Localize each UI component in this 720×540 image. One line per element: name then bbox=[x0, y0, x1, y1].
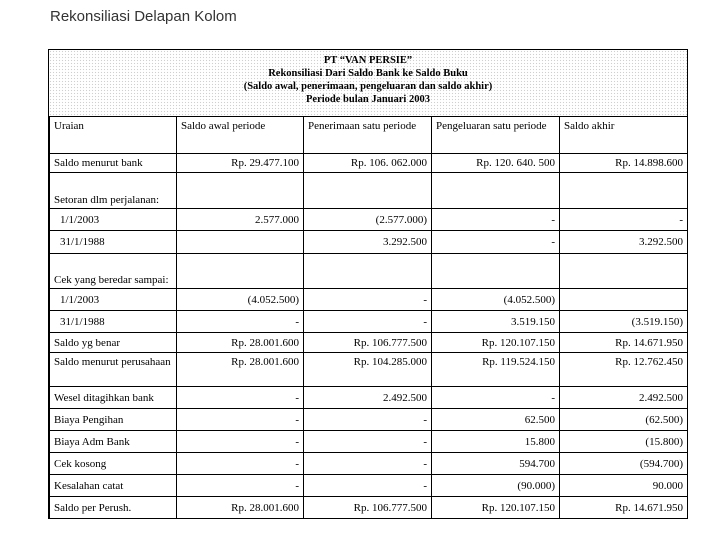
column-header: Saldo akhir bbox=[560, 117, 688, 154]
table-row bbox=[50, 475, 688, 497]
table-cell: - bbox=[304, 409, 432, 431]
table-cell: 90.000 bbox=[560, 475, 688, 497]
table-cell: - bbox=[304, 453, 432, 475]
table-row bbox=[50, 289, 688, 311]
row-label: 1/1/2003 bbox=[50, 209, 177, 231]
table-cell: Rp. 12.762.450 bbox=[560, 353, 688, 387]
table-cell bbox=[560, 254, 688, 289]
table-cell: - bbox=[432, 231, 560, 254]
row-label: Cek yang beredar sampai: bbox=[50, 254, 177, 289]
reconciliation-document bbox=[48, 49, 688, 519]
report-subtitle: (Saldo awal, penerimaan, pengeluaran dan saldo akhir) bbox=[243, 81, 493, 92]
table-cell: Rp. 106.777.500 bbox=[304, 333, 432, 353]
slide-title: Rekonsiliasi Delapan Kolom bbox=[50, 8, 237, 25]
table-row bbox=[50, 231, 688, 254]
row-label: 1/1/2003 bbox=[50, 289, 177, 311]
report-title: Rekonsiliasi Dari Saldo Bank ke Saldo Buku bbox=[268, 68, 468, 79]
table-cell: - bbox=[432, 209, 560, 231]
row-label: Kesalahan catat bbox=[50, 475, 177, 497]
table-row bbox=[50, 387, 688, 409]
table-row bbox=[50, 431, 688, 453]
table-cell: Rp. 104.285.000 bbox=[304, 353, 432, 387]
table-cell: - bbox=[304, 311, 432, 333]
table-cell: (62.500) bbox=[560, 409, 688, 431]
table-cell: 2.492.500 bbox=[304, 387, 432, 409]
table-cell: 3.292.500 bbox=[560, 231, 688, 254]
row-label: Setoran dlm perjalanan: bbox=[50, 173, 177, 209]
table-row bbox=[50, 353, 688, 387]
row-label: Saldo menurut bank bbox=[50, 154, 177, 173]
table-cell bbox=[560, 289, 688, 311]
column-header: Pengeluaran satu periode bbox=[432, 117, 560, 154]
table-cell: Rp. 14.671.950 bbox=[560, 333, 688, 353]
table-row bbox=[50, 209, 688, 231]
row-label: Biaya Adm Bank bbox=[50, 431, 177, 453]
table-cell bbox=[432, 173, 560, 209]
column-header: Uraian bbox=[50, 117, 177, 154]
table-cell bbox=[177, 254, 304, 289]
table-row bbox=[50, 173, 688, 209]
table-cell: Rp. 119.524.150 bbox=[432, 353, 560, 387]
table-cell: 3.519.150 bbox=[432, 311, 560, 333]
reconciliation-table bbox=[49, 116, 688, 519]
table-cell: (2.577.000) bbox=[304, 209, 432, 231]
table-row bbox=[50, 497, 688, 519]
table-cell: (15.800) bbox=[560, 431, 688, 453]
table-cell: Rp. 106.777.500 bbox=[304, 497, 432, 519]
company-name: PT “VAN PERSIE” bbox=[323, 55, 413, 66]
table-row bbox=[50, 311, 688, 333]
table-cell bbox=[432, 254, 560, 289]
table-cell bbox=[304, 254, 432, 289]
report-header bbox=[49, 50, 687, 116]
table-cell: (594.700) bbox=[560, 453, 688, 475]
table-cell: Rp. 29.477.100 bbox=[177, 154, 304, 173]
table-cell: Rp. 14.671.950 bbox=[560, 497, 688, 519]
table-cell: 594.700 bbox=[432, 453, 560, 475]
table-cell: Rp. 14.898.600 bbox=[560, 154, 688, 173]
row-label: Wesel ditagihkan bank bbox=[50, 387, 177, 409]
table-cell: Rp. 120. 640. 500 bbox=[432, 154, 560, 173]
table-cell: - bbox=[304, 431, 432, 453]
row-label: Saldo yg benar bbox=[50, 333, 177, 353]
table-cell bbox=[304, 173, 432, 209]
table-row bbox=[50, 333, 688, 353]
table-cell: 15.800 bbox=[432, 431, 560, 453]
table-cell: - bbox=[177, 409, 304, 431]
table-cell: - bbox=[432, 387, 560, 409]
table-cell: Rp. 28.001.600 bbox=[177, 333, 304, 353]
column-header: Penerimaan satu periode bbox=[304, 117, 432, 154]
table-cell: 2.577.000 bbox=[177, 209, 304, 231]
column-header-row bbox=[50, 117, 688, 154]
table-cell: - bbox=[177, 453, 304, 475]
table-cell: - bbox=[177, 431, 304, 453]
table-cell: - bbox=[560, 209, 688, 231]
table-cell: - bbox=[304, 475, 432, 497]
table-cell: Rp. 28.001.600 bbox=[177, 497, 304, 519]
table-row bbox=[50, 254, 688, 289]
table-cell: Rp. 120.107.150 bbox=[432, 497, 560, 519]
row-label: Saldo per Perush. bbox=[50, 497, 177, 519]
row-label: Biaya Pengihan bbox=[50, 409, 177, 431]
table-cell: Rp. 120.107.150 bbox=[432, 333, 560, 353]
table-cell: - bbox=[177, 311, 304, 333]
row-label: Saldo menurut perusahaan bbox=[50, 353, 177, 387]
table-cell: - bbox=[304, 289, 432, 311]
report-period: Periode bulan Januari 2003 bbox=[306, 94, 430, 105]
table-row bbox=[50, 453, 688, 475]
table-cell: (4.052.500) bbox=[432, 289, 560, 311]
table-cell: 2.492.500 bbox=[560, 387, 688, 409]
table-cell bbox=[177, 173, 304, 209]
row-label: 31/1/1988 bbox=[50, 231, 177, 254]
table-cell: 3.292.500 bbox=[304, 231, 432, 254]
row-label: Cek kosong bbox=[50, 453, 177, 475]
table-cell: (3.519.150) bbox=[560, 311, 688, 333]
table-cell bbox=[177, 231, 304, 254]
table-cell: (90.000) bbox=[432, 475, 560, 497]
table-cell bbox=[560, 173, 688, 209]
column-header: Saldo awal periode bbox=[177, 117, 304, 154]
table-cell: Rp. 106. 062.000 bbox=[304, 154, 432, 173]
table-cell: (4.052.500) bbox=[177, 289, 304, 311]
table-cell: - bbox=[177, 475, 304, 497]
table-row bbox=[50, 154, 688, 173]
table-cell: - bbox=[177, 387, 304, 409]
row-label: 31/1/1988 bbox=[50, 311, 177, 333]
table-cell: 62.500 bbox=[432, 409, 560, 431]
table-cell: Rp. 28.001.600 bbox=[177, 353, 304, 387]
table-row bbox=[50, 409, 688, 431]
